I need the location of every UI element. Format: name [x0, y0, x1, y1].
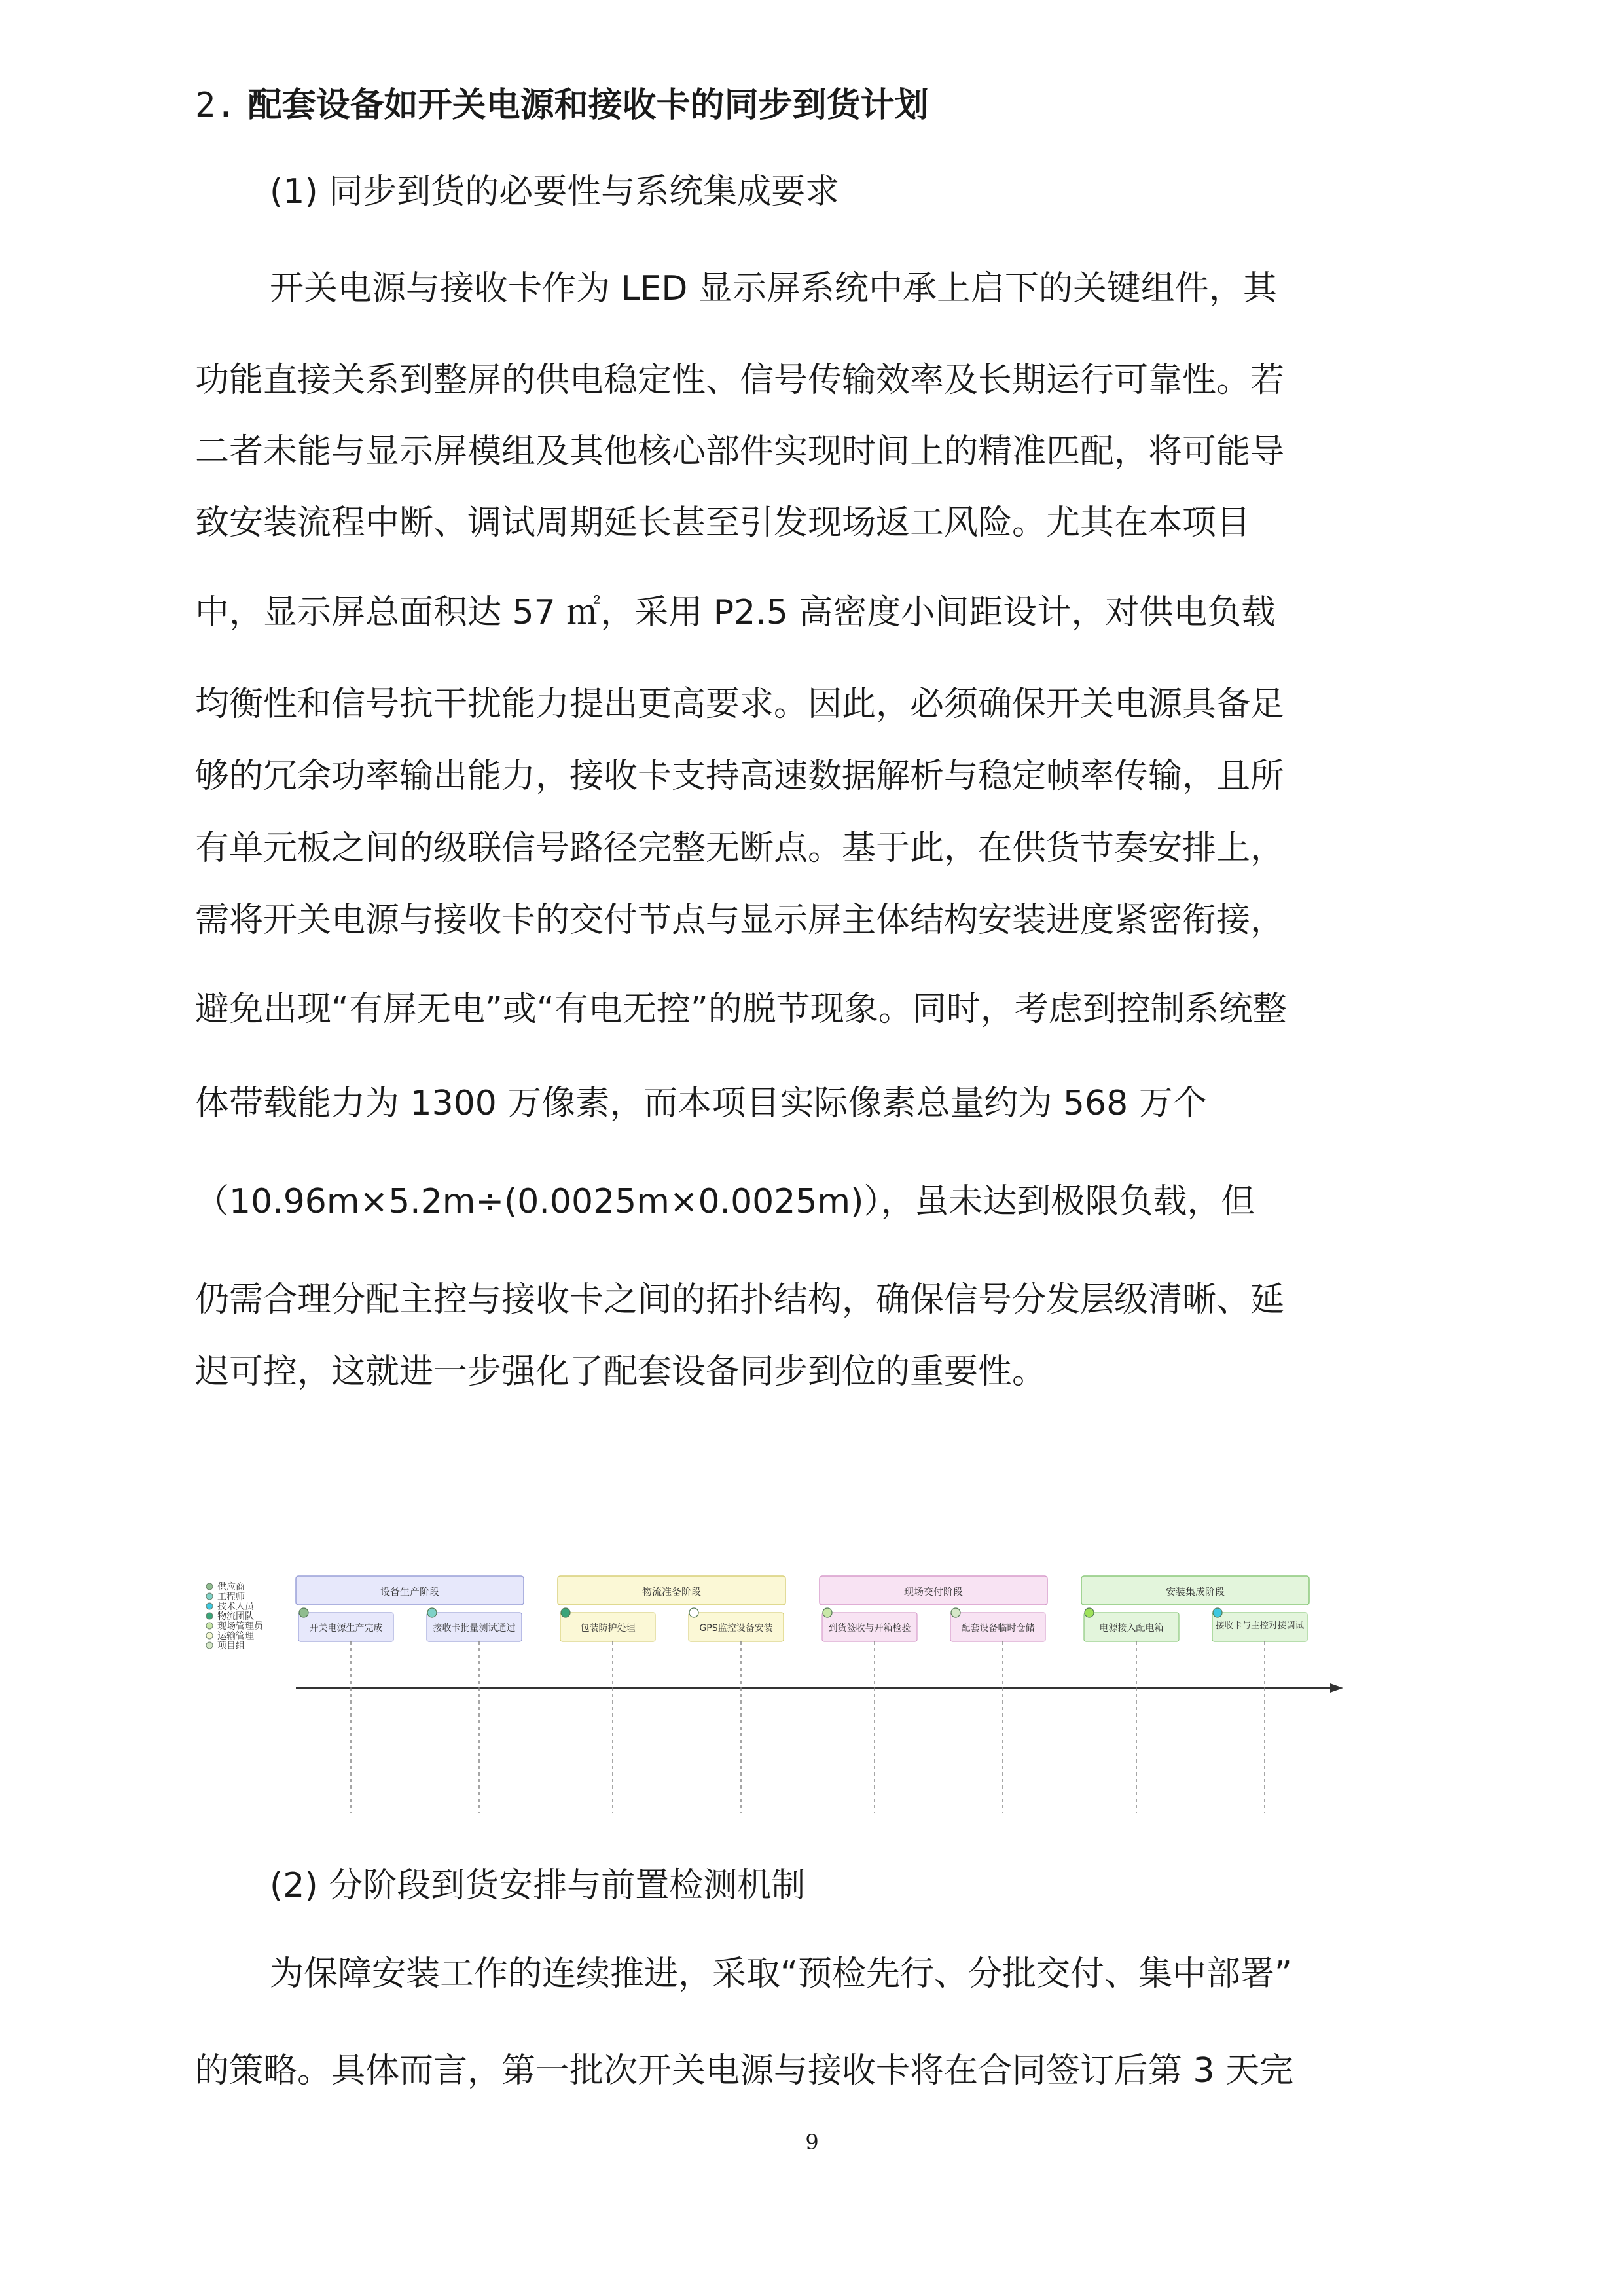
legend-label: 项目组	[217, 1641, 245, 1651]
paragraph-line: 二者未能与显示屏模组及其他核心部件实现时间上的精准匹配，将可能导	[195, 432, 1285, 471]
task-actor-dot	[823, 1608, 832, 1617]
task-label: 配套设备临时仓储	[961, 1623, 1035, 1634]
task-actor-dot	[299, 1608, 308, 1617]
task-label: 到货签收与开箱检验	[828, 1623, 911, 1634]
task-label: 接收卡批量测试通过	[433, 1623, 516, 1634]
paragraph-line: 仍需合理分配主控与接收卡之间的拓扑结构，确保信号分发层级清晰、延	[195, 1280, 1285, 1319]
legend-dot	[206, 1603, 213, 1609]
paragraph-line: 为保障安装工作的连续推进，采取“预检先行、分批交付、集中部署”	[270, 1954, 1292, 1994]
paragraph-line: 需将开关电源与接收卡的交付节点与显示屏主体结构安装进度紧密衔接，	[195, 901, 1285, 940]
paragraph-line: 均衡性和信号抗干扰能力提出更高要求。因此，必须确保开关电源具备足	[195, 685, 1285, 724]
paragraph-line: 开关电源与接收卡作为 LED 显示屏系统中承上启下的关键组件，其	[270, 269, 1277, 308]
paragraph-line: 中，显示屏总面积达 57 ㎡，采用 P2.5 高密度小间距设计，对供电负载	[195, 593, 1276, 632]
phase-title: 安装集成阶段	[1165, 1586, 1225, 1598]
task-actor-dot	[1213, 1608, 1222, 1617]
paragraph-line: （10.96m×5.2m÷(0.0025m×0.0025m)），虽未达到极限负载，但	[195, 1182, 1255, 1221]
timeline-axis	[296, 1641, 1343, 1813]
section-title: 配套设备如开关电源和接收卡的同步到货计划	[247, 86, 929, 125]
subsection-heading-2: (2) 分阶段到货安排与前置检测机制	[270, 1866, 806, 1905]
timeline-phases	[296, 1576, 1309, 1641]
legend-label: 工程师	[217, 1592, 245, 1602]
legend-dot	[206, 1613, 213, 1619]
legend-dot	[206, 1593, 213, 1600]
timeline-arrowhead	[1330, 1683, 1343, 1693]
legend-dot	[206, 1623, 213, 1629]
paragraph-line: 的策略。具体而言，第一批次开关电源与接收卡将在合同签订后第 3 天完	[195, 2051, 1294, 2090]
task-label: 包装防护处理	[580, 1623, 636, 1634]
timeline-legend	[206, 1582, 264, 1651]
paragraph-line: 功能直接关系到整屏的供电稳定性、信号传输效率及长期运行可靠性。若	[195, 361, 1285, 400]
legend-label: 物流团队	[217, 1611, 254, 1622]
subsection-heading-1: (1) 同步到货的必要性与系统集成要求	[270, 172, 840, 211]
legend-dot	[206, 1583, 213, 1590]
legend-label: 现场管理员	[217, 1621, 263, 1632]
task-actor-dot	[1085, 1608, 1094, 1617]
phase-title: 设备生产阶段	[380, 1586, 440, 1598]
legend-dot	[206, 1642, 213, 1649]
task-actor-dot	[951, 1608, 960, 1617]
task-actor-dot	[689, 1608, 698, 1617]
legend-label: 运输管理	[217, 1631, 254, 1641]
paragraph-line: 有单元板之间的级联信号路径完整无断点。基于此，在供货节奏安排上，	[195, 829, 1285, 868]
task-label: GPS监控设备安装	[699, 1623, 773, 1634]
task-actor-dot	[561, 1608, 570, 1617]
section-number: 2.	[195, 86, 236, 125]
task-actor-dot	[427, 1608, 437, 1617]
paragraph-line: 体带载能力为 1300 万像素，而本项目实际像素总量约为 568 万个	[195, 1084, 1207, 1123]
section-heading	[195, 77, 929, 126]
phase-title: 现场交付阶段	[903, 1586, 964, 1598]
task-label: 电源接入配电箱	[1099, 1623, 1164, 1634]
paragraph-line: 致安装流程中断、调试周期延长甚至引发现场返工风险。尤其在本项目	[195, 503, 1251, 543]
paragraph-line: 够的冗余功率输出能力，接收卡支持高速数据解析与稳定帧率传输，且所	[195, 757, 1285, 796]
paragraph-line: 迟可控，这就进一步强化了配套设备同步到位的重要性。	[195, 1352, 1047, 1391]
legend-label: 技术人员	[217, 1602, 254, 1612]
task-label: 接收卡与主控对接调试	[1216, 1621, 1307, 1631]
delivery-timeline-diagram	[196, 1571, 1362, 1820]
phase-title: 物流准备阶段	[641, 1586, 702, 1598]
paragraph-line: 避免出现“有屏无电”或“有电无控”的脱节现象。同时，考虑到控制系统整	[195, 990, 1287, 1029]
legend-label: 供应商	[217, 1582, 245, 1592]
legend-dot	[206, 1632, 213, 1639]
task-label: 开关电源生产完成	[309, 1623, 383, 1634]
page-number: 9	[805, 2130, 819, 2155]
